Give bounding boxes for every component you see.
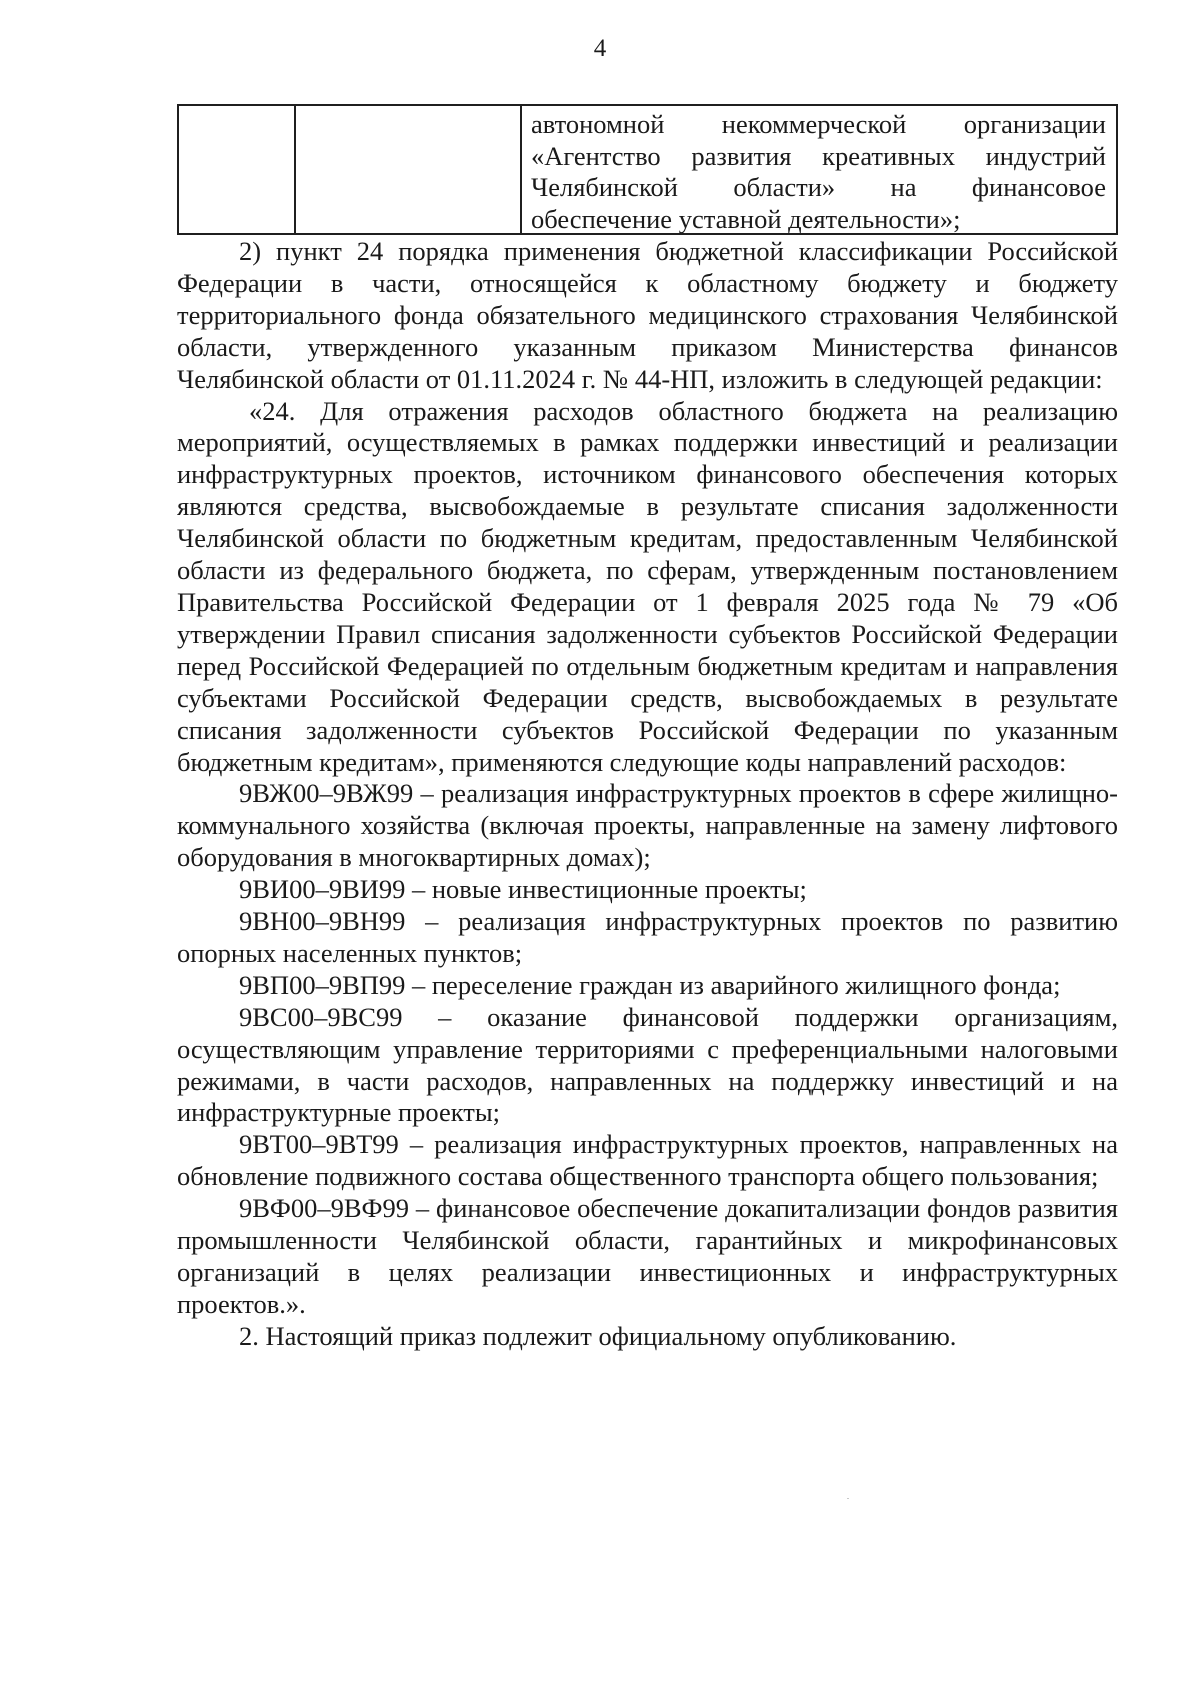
table-fragment [177,104,1118,235]
page-number: 4 [593,35,607,62]
table-cell-1 [179,106,296,233]
paragraph-code-vf: 9ВФ00–9ВФ99 – финансовое обеспечение докапитализации фондов развития промышленности Челябинской области, гарантийных и микрофинансовых организаций в целях реализации инвестиционных и инфраструктурных проектов.». [177,1193,1118,1319]
paragraph-code-vn: 9ВН00–9ВН99 – реализация инфраструктурных проектов по развитию опорных населенных пунктов; [177,906,1118,968]
paragraph-code-vs: 9ВС00–9ВС99 – оказание финансовой поддержки организациям, осуществляющим управление территориями с преференциальными налоговыми режимами, в части расходов, направленных на поддержку инвестиций и на инфраструктурные проекты; [177,1001,1118,1128]
paragraph-item-2: 2) пункт 24 порядка применения бюджетной классификации Российской Федерации в части, относящейся к областному бюджету и бюджету территориального фонда обязательного медицинского страхования Челябинской области, утвержденного указанным приказом Министерства финансов Челябинской области от 01.11.2024 г. № 44-НП, изложить в следующей редакции: [177,236,1118,394]
paragraph-code-vzh: 9ВЖ00–9ВЖ99 – реализация инфраструктурных проектов в сфере жилищно-коммунального хозяйства (включая проекты, направленные на замену лифтового оборудования в многоквартирных домах); [177,778,1118,873]
paragraph-code-vt: 9ВТ00–9ВТ99 – реализация инфраструктурных проектов, направленных на обновление подвижного состава общественного транспорта общего пользования; [177,1129,1118,1192]
document-body [177,236,1118,1353]
table-cell-3: автономной некоммерческой организации «Агентство развития креативных индустрий Челябинской области» на финансовое обеспечение уставной деятельности»; [531,109,1106,234]
paragraph-clause-24: «24. Для отражения расходов областного бюджета на реализацию мероприятий, осуществляемых в рамках поддержки инвестиций и реализации инфраструктурных проектов, источником финансового обеспечения которых являются средства, высвобождаемые в результате списания задолженности Челябинской области по бюджетным кредитам, предоставленным Челябинской области из федерального бюджета, по сферам, утвержденным постановлением Правительства Российской Федерации от 1 февраля 2025 года № 79 «Об утверждении Правил списания задолженности субъектов Российской Федерации перед Российской Федерацией по отдельным бюджетным кредитам и направления субъектами Российской Федерации средств, высвобождаемых в результате списания задолженности субъектов Российской Федерации по указанным бюджетным кредитам», применяются следующие коды направлений расходов: [177,395,1118,777]
table-cell-2 [296,106,522,233]
paragraph-publication: 2. Настоящий приказ подлежит официальному опубликованию. [239,1320,957,1351]
scan-speck [847,1498,849,1499]
paragraph-code-vp: 9ВП00–9ВП99 – переселение граждан из аварийного жилищного фонда; [239,969,1061,1000]
paragraph-code-vi: 9ВИ00–9ВИ99 – новые инвестиционные проекты; [239,874,807,905]
